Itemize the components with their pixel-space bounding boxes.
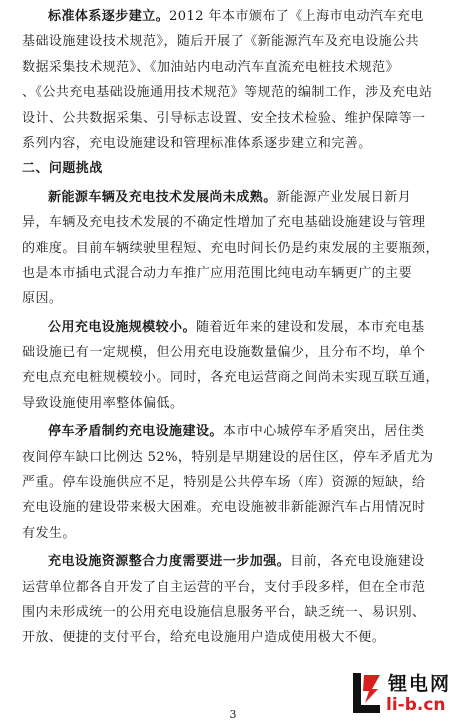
para2-text-1: 新能源产业发展日新月: [276, 189, 412, 205]
lithium-logo-icon: [352, 671, 382, 715]
para2-lead: 新能源车辆及充电技术发展尚未成熟。: [48, 189, 277, 205]
para3-line-1: [22, 315, 446, 340]
para5-line-1: [22, 549, 446, 574]
para1-line-3: 数据采集技术规范》、《加油站内电动汽车直流充电桩技术规范》: [22, 59, 400, 75]
para4-line-3: 严重。停车设施供应不足，特别是公共停车场（库）资源的短缺，给: [22, 475, 426, 491]
para2-line-1: [22, 185, 446, 210]
para2-line-4: 也是本市插电式混合动力车推广应用范围比纯电动车辆更广的主要: [22, 265, 413, 281]
para3-line-3: 充电点充电桩规模较小。同时，各充电运营商之间尚未实现互联互通，: [22, 370, 439, 386]
para1-line-2: 基础设施建设技术规范》，随后开展了《新能源汽车及充电设施公共: [22, 34, 420, 50]
para1-line-6: 系列内容，充电设施建设和管理标准体系逐步建立和完善。: [22, 135, 372, 151]
para2-line-2: 异，车辆及充电技术发展的不确定性增加了充电基础设施建设与管理: [22, 215, 426, 231]
para2-line-3: 的难度。目前车辆续驶里程短、充电时间长仍是约束发展的主要瓶颈，: [22, 240, 439, 256]
para4-line-1: [22, 419, 446, 444]
para1-line-4: 、《公共充电基础设施通用技术规范》等规范的编制工作，涉及充电站: [22, 85, 433, 101]
para5-text-1: 目前，各充电设施建设: [290, 554, 425, 570]
para3-line-2: 础设施已有一定规模，但公用充电设施数量偏少，且分布不均，单个: [22, 345, 426, 361]
para5-line-3: 围内未形成统一的公用充电设施信息服务平台，缺乏统一、易识别、: [22, 604, 426, 620]
para3-line-4: 导致设施使用率整体偏低。: [22, 395, 184, 411]
watermark: [352, 669, 460, 721]
page-number: 3: [229, 708, 237, 721]
para5-line-4: 开放、便捷的支付平台，给充电设施用户造成使用极大不便。: [22, 630, 386, 646]
watermark-brand: 锂电网: [388, 673, 452, 695]
para4-text-1: 本市中心城停车矛盾突出，居住类: [222, 424, 425, 440]
para1-line-1: [22, 4, 446, 29]
para1-text-1: 2012 年本市颁布了《上海市电动汽车充电: [169, 9, 424, 24]
para5-line-2: 运营单位都各自开发了自主运营的平台，支付手段多样，但在全市范: [22, 579, 426, 595]
section-heading: 二、问题挑战: [22, 161, 103, 177]
para4-line-2: 夜间停车缺口比例达 52%，特别是早期建设的居住区，停车矛盾尤为: [22, 449, 434, 465]
para1-line-5: 设计、公共数据采集、引导标志设置、安全技术检验、维护保障等一: [22, 110, 426, 126]
para3-text-1: 随着近年来的建设和发展，本市充电基: [195, 319, 425, 335]
para3-lead: 公用充电设施规模较小。: [48, 319, 196, 335]
document-page: [22, 4, 446, 651]
para1-lead: 标准体系逐步建立。: [48, 9, 170, 24]
para4-line-4: 充电设施的建设带来极大困难。充电设施被非新能源汽车占用情况时: [22, 500, 426, 516]
para2-line-5: 原因。: [22, 291, 63, 307]
para4-line-5: 有发生。: [22, 525, 76, 541]
para4-lead: 停车矛盾制约充电设施建设。: [48, 424, 223, 440]
watermark-domain: li-b.cn: [386, 695, 446, 715]
para5-lead: 充电设施资源整合力度需要进一步加强。: [48, 554, 291, 570]
